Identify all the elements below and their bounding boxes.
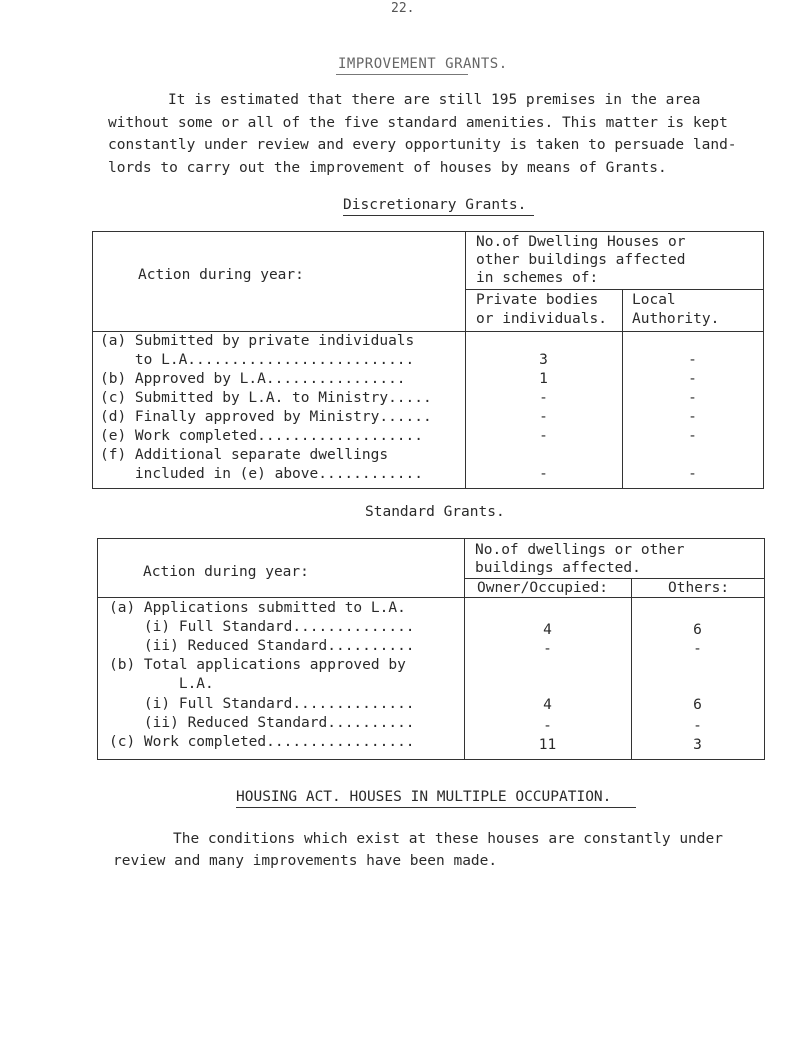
standard-others-value: - [693,718,702,734]
standard-owner-value: 11 [538,737,557,753]
discretionary-private-value: - [539,390,548,406]
discretionary-local-value: - [688,428,697,444]
standard-others-value: 6 [693,622,702,638]
hmo-text-line: The conditions which exist at these houses are constantly under [173,831,723,847]
intro-line: constantly under review and every opportunity is taken to persuade land- [108,137,737,153]
standard-row-label: (a) Applications submitted to L.A. [109,600,406,616]
standard-owner-value: 4 [543,622,552,638]
standard-owner-value: - [543,641,552,657]
standard-row-label: (c) Work completed................. [109,734,415,750]
discretionary-col-private-header: Private bodies [476,292,599,308]
standard-row-label: L.A. [109,676,214,692]
discretionary-group-header: in schemes of: [476,270,599,286]
page-title: IMPROVEMENT GRANTS. [338,56,508,72]
discretionary-row-label: (e) Work completed................... [100,428,424,444]
discretionary-local-value: - [688,390,697,406]
intro-paragraph [108,93,768,183]
standard-owner-value: - [543,718,552,734]
discretionary-private-value: 3 [539,352,548,368]
standard-action-header: Action during year: [143,564,309,580]
standard-row-label: (i) Full Standard.............. [109,619,415,635]
discretionary-row-label: included in (e) above............ [100,466,424,482]
intro-line: It is estimated that there are still 195 premises in the area [168,92,701,108]
standard-owner-value: 4 [543,697,552,713]
discretionary-group-header: other buildings affected [476,252,686,268]
discretionary-row-label: (c) Submitted by L.A. to Ministry..... [100,390,432,406]
standard-others-value: - [693,641,702,657]
discretionary-col-local-header: Authority. [632,311,720,327]
discretionary-group-header: No.of Dwelling Houses or [476,234,686,250]
discretionary-local-value: - [688,371,697,387]
standard-col-others-header: Others: [668,580,730,596]
standard-table [97,538,765,760]
standard-group-header: No.of dwellings or other [475,542,685,558]
discretionary-row-label: (b) Approved by L.A................ [100,371,406,387]
standard-group-header: buildings affected. [475,560,641,576]
discretionary-local-value: - [688,409,697,425]
discretionary-action-header: Action during year: [138,267,304,283]
standard-others-value: 3 [693,737,702,753]
discretionary-row-label: (f) Additional separate dwellings [100,447,389,463]
discretionary-private-value: - [539,428,548,444]
discretionary-col-private-header: or individuals. [476,311,607,327]
discretionary-private-value: - [539,409,548,425]
discretionary-table [92,231,764,489]
standard-col-owner-header: Owner/Occupied: [477,580,608,596]
page-number: 22. [391,1,415,16]
hmo-text-line: review and many improvements have been made. [113,853,498,869]
discretionary-row-label: to L.A.......................... [100,352,415,368]
discretionary-local-value: - [688,466,697,482]
discretionary-row-label: (a) Submitted by private individuals [100,333,415,349]
standard-heading: Standard Grants. [365,504,505,520]
discretionary-row-label: (d) Finally approved by Ministry...... [100,409,432,425]
standard-row-label: (b) Total applications approved by [109,657,406,673]
standard-row-label: (ii) Reduced Standard.......... [109,715,415,731]
intro-line: without some or all of the five standard amenities. This matter is kept [108,114,728,131]
discretionary-local-value: - [688,352,697,368]
standard-row-label: (i) Full Standard.............. [109,696,415,712]
discretionary-col-local-header: Local [632,292,676,308]
intro-line: lords to carry out the improvement of houses by means of Grants. [108,159,667,176]
hmo-heading: HOUSING ACT. HOUSES IN MULTIPLE OCCUPATION. [236,789,612,805]
hmo-heading-underline [236,807,636,808]
title-underline [336,74,468,75]
standard-row-label: (ii) Reduced Standard.......... [109,638,415,654]
discretionary-heading-underline [343,215,534,216]
discretionary-private-value: - [539,466,548,482]
discretionary-private-value: 1 [539,371,548,387]
standard-others-value: 6 [693,697,702,713]
discretionary-heading: Discretionary Grants. [343,197,527,213]
